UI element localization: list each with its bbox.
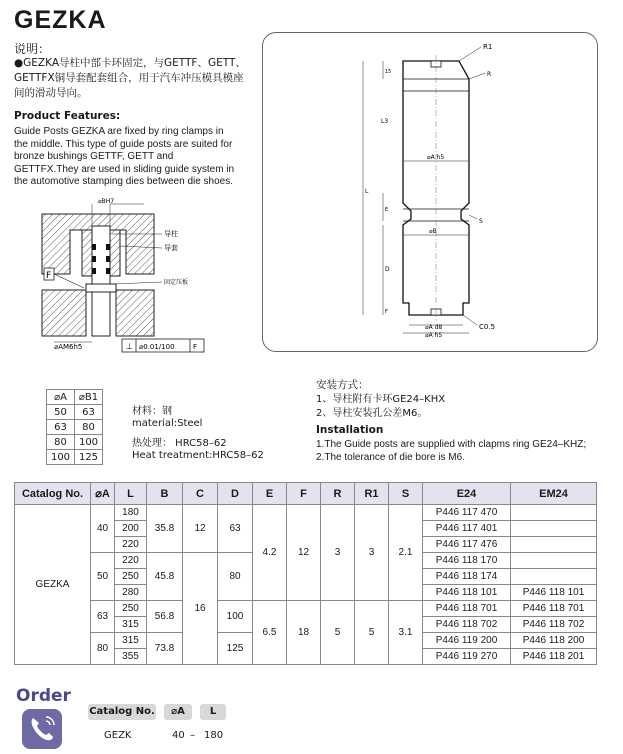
label-c05: C0.5 — [479, 323, 496, 331]
table-row: 280 P446 118 101 P446 118 101 — [15, 585, 597, 601]
label-r: R — [487, 71, 492, 78]
order-example-a: 40 — [172, 730, 185, 741]
material-info: 材料：钢 material:Steel — [132, 406, 203, 429]
product-features-text: Guide Posts GEZKA are fixed by ring clamps in the middle. This type of guide posts are suited for bronze bushings GETTF, GETT and GETTFX.They are used in sliding guide system in the automotive stamping dies between die shoes. — [14, 126, 235, 187]
table-row: 315 P446 118 702 P446 118 702 — [15, 617, 597, 633]
dim-phi-b: ⌀B — [429, 228, 437, 235]
label-bore: ⌀BH7 — [98, 198, 115, 205]
description-cn-heading: 说明： — [14, 42, 51, 56]
technical-drawing-frame — [262, 32, 598, 352]
small-table-header: ⌀B1 — [75, 390, 103, 405]
specification-table — [14, 482, 597, 665]
small-table-header: ⌀A — [47, 390, 75, 405]
order-header-catalog: Catalog No. — [88, 704, 156, 720]
table-row: 80 315 73.8 125 P446 119 200 P446 118 200 — [15, 633, 597, 649]
table-row: 63 80 — [47, 420, 103, 435]
dim-l: L — [365, 188, 369, 195]
dim-15: 15 — [385, 69, 392, 75]
table-row: 200 P446 117 401 — [15, 521, 597, 537]
installation-cn-heading: 安装方式： — [316, 379, 369, 391]
label-plate: 固定压板 — [164, 279, 189, 286]
table-row: 100 125 — [47, 450, 103, 465]
table-row: 80 100 — [47, 435, 103, 450]
order-example-catalog: GEZK — [104, 730, 132, 741]
order-header-l: L — [200, 704, 226, 720]
label-s: S — [479, 218, 483, 225]
phone-icon — [22, 709, 62, 749]
diameter-table — [46, 389, 103, 465]
order-header-a: ⌀A — [164, 704, 192, 720]
table-row: GEZKA 40 180 35.8 12 63 4.2 12 3 3 2.1 P446 117 470 — [15, 505, 597, 521]
label-shaft: ⌀AM6h5 — [54, 343, 83, 351]
dim-phi-a-h5: ⌀A h5 — [427, 154, 445, 161]
installation-cn-lines: 1、导柱附有卡环GE24–KHX 2、导柱安装孔公差M6。 — [316, 394, 446, 419]
table-row: 250 P446 118 174 — [15, 569, 597, 585]
label-post: 导柱 — [164, 230, 178, 238]
label-perp: ⊥ — [126, 342, 133, 351]
label-bush: 导套 — [164, 244, 178, 252]
dim-d: D — [385, 266, 390, 273]
table-row: 355 P446 119 270 P446 118 201 — [15, 649, 597, 665]
label-r1: R1 — [483, 43, 493, 51]
dim-phi-a-d8: ⌀A d8 — [425, 324, 443, 331]
table-row: 220 P446 117 476 — [15, 537, 597, 553]
dim-e: E — [385, 207, 389, 213]
table-header-row: Catalog No. ⌀A L B C D E F R R1 S E24 EM24 — [15, 483, 597, 505]
dim-f: F — [385, 309, 388, 315]
product-features-heading: Product Features: — [14, 110, 121, 122]
page-title: GEZKA — [14, 6, 107, 34]
guide-post-drawing — [263, 33, 599, 353]
dim-phi-a-h5b: ⌀A h5 — [425, 332, 443, 339]
table-row: 63 250 56.8 100 6.5 18 5 5 3.1 P446 118 701 P446 118 701 — [15, 601, 597, 617]
installation-en-lines: 1.The Guide posts are supplied with clapms ring GE24–KHZ; 2.The tolerance of die bore is M6. — [316, 439, 587, 463]
heat-treatment-info: 热处理： HRC58–62 Heat treatment:HRC58–62 — [132, 438, 264, 461]
cross-section-drawing — [14, 196, 254, 356]
description-cn-text: ●GEZKA导柱中部卡环固定，与GETTF、GETT、GETTFX铜导套配套组合，用于汽车冲压模具模座间的滑动导向。 — [14, 57, 246, 99]
installation-heading: Installation — [316, 424, 384, 436]
label-tol: ⌀0.01/100 — [139, 343, 175, 351]
dim-l3: L3 — [381, 118, 389, 125]
label-f: F — [46, 271, 52, 281]
table-row: 50 220 45.8 16 80 P446 118 170 — [15, 553, 597, 569]
order-example-l: 180 — [204, 730, 224, 741]
order-title: Order — [16, 686, 71, 706]
order-example-sep: – — [190, 730, 195, 741]
label-tol-f: F — [193, 343, 198, 351]
table-row: 50 63 — [47, 405, 103, 420]
